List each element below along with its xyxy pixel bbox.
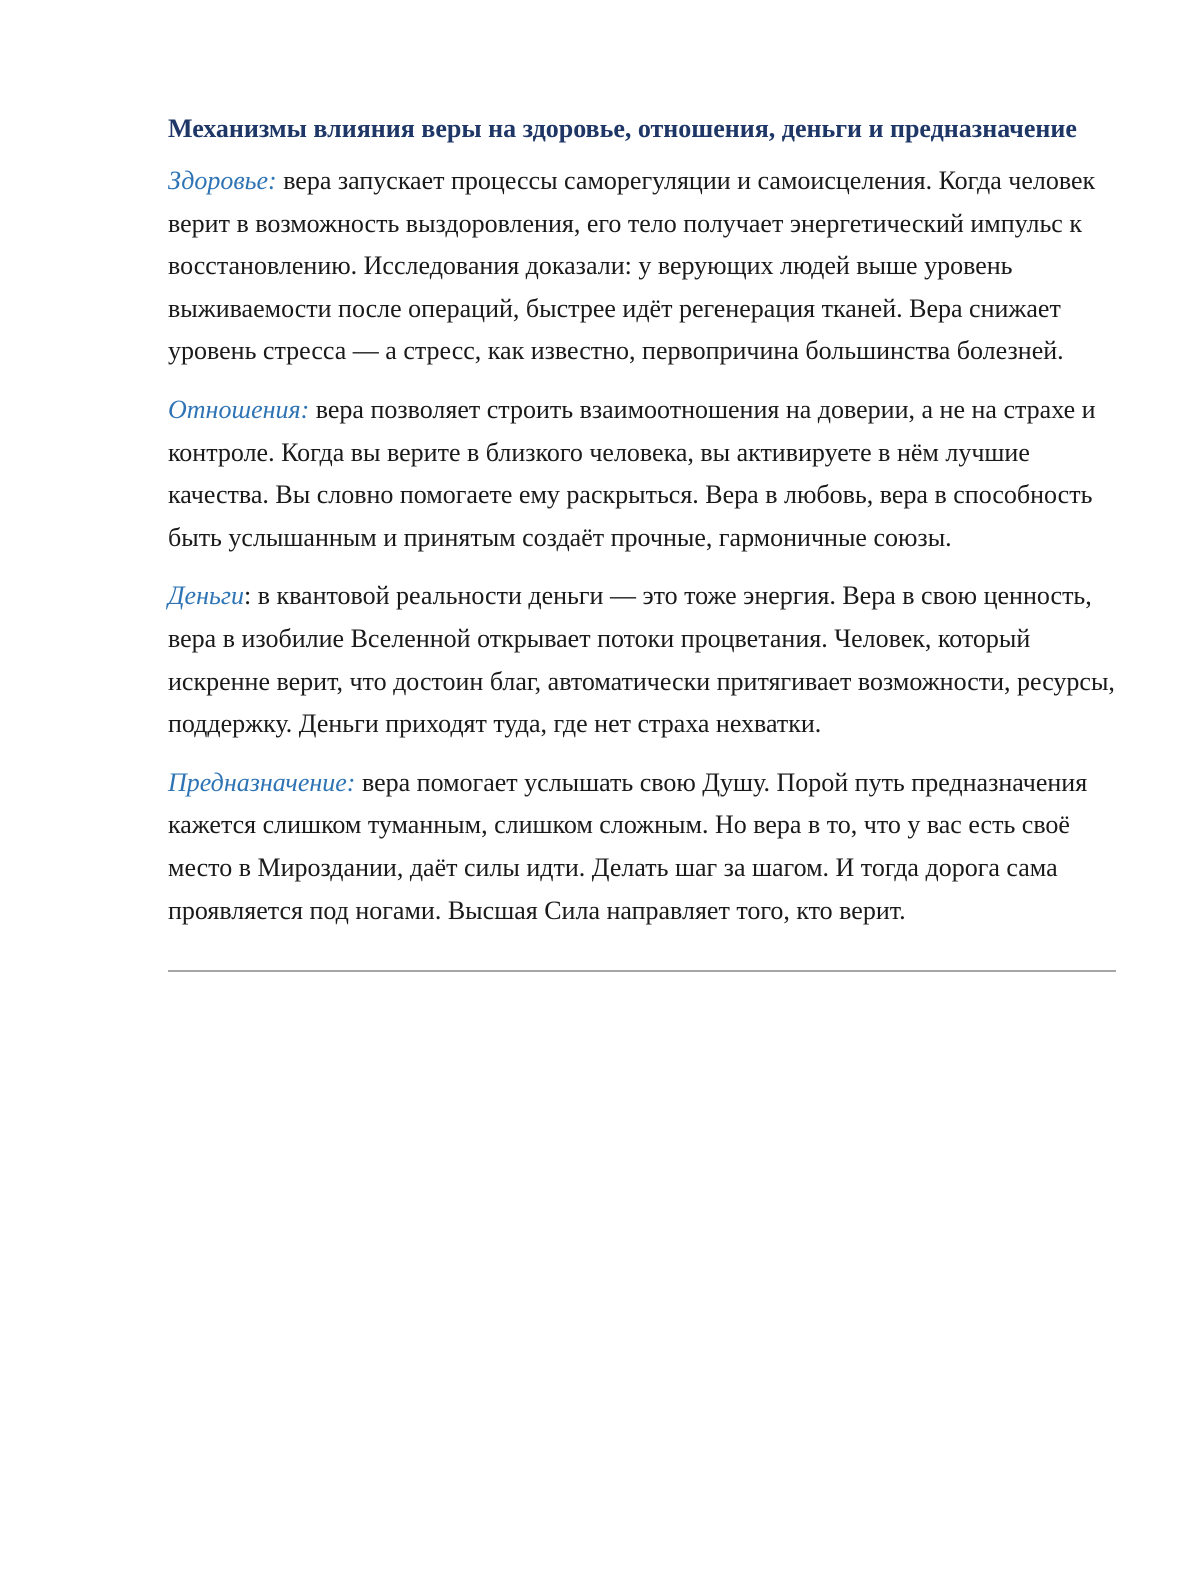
lead-relationships: Отношения: <box>168 394 310 424</box>
document-page <box>168 108 1116 972</box>
lead-health: Здоровье: <box>168 166 277 195</box>
lead-money: Деньги <box>168 581 244 611</box>
lead-purpose: Предназначение: <box>168 767 356 797</box>
section-heading: Механизмы влияния веры на здоровье, отношения, деньги и предназначение <box>168 114 1077 143</box>
text-money: : в квантовой реальности деньги — это тоже энергия. Вера в свою ценность, вера в изобилие Вселенной открывает потоки процветания. Человек, который искренне верит, что достоин благ, автоматически притягивает возможности, ресурсы, поддержку. Деньги приходят туда, где нет страха нехватки. <box>168 581 1115 739</box>
paragraph-relationships <box>168 389 1116 559</box>
paragraph-health <box>168 160 1116 373</box>
text-health: вера запускает процессы саморегуляции и самоисцеления. Когда человек верит в возможность выздоровления, его тело получает энергетический импульс к восстановлению. Исследования доказали: у верующих людей выше уровень выживаемости после операций, быстрее идёт регенерация тканей. Вера снижает уровень стресса — а стресс, как известно, первопричина большинства болезней. <box>168 166 1096 366</box>
text-purpose: вера помогает услышать свою Душу. Порой путь предназначения кажется слишком туманным, слишком сложным. Но вера в то, что у вас есть своё место в Мироздании, даёт силы идти. Делать шаг за шагом. И тогда дорога сама проявляется под ногами. Высшая Сила направляет того, кто верит. <box>168 767 1088 925</box>
paragraph-money <box>168 575 1116 745</box>
text-relationships: вера позволяет строить взаимоотношения на доверии, а не на страхе и контроле. Когда вы верите в близкого человека, вы активируете в нём лучшие качества. Вы словно помогаете ему раскрыться. Вера в любовь, вера в способность быть услышанным и принятым создаёт прочные, гармоничные союзы. <box>168 394 1096 552</box>
paragraph-purpose <box>168 762 1116 932</box>
horizontal-divider <box>168 970 1116 972</box>
